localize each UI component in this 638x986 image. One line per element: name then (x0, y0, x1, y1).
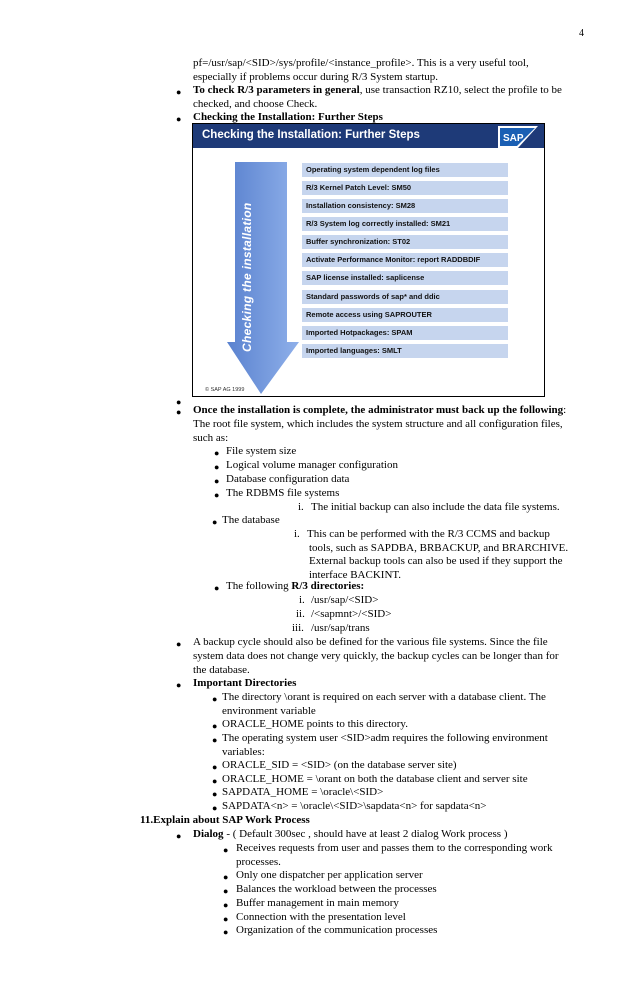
important-line: environment variable (222, 705, 316, 717)
backup-line-2: The root file system, which includes the system structure and all configuration files, (193, 418, 563, 430)
bullet-dot: ● (176, 639, 182, 649)
roman-numeral: i. (294, 528, 300, 540)
figure-step: Operating system dependent log files (302, 163, 508, 177)
figure-title: Checking the Installation: Further Steps (202, 129, 420, 141)
checking-installation-figure (192, 123, 545, 397)
page-number: 4 (579, 28, 584, 39)
directory-item: /usr/sap/<SID> (311, 594, 379, 606)
important-line: SAPDATA<n> = \oracle\<SID>\sapdata<n> for sapdata<n> (222, 800, 487, 812)
important-line: SAPDATA_HOME = \oracle\<SID> (222, 786, 384, 798)
dialog-line (193, 828, 507, 842)
bullet-dot: ● (214, 490, 220, 500)
bullet-dot: ● (212, 694, 218, 704)
database-sub-4: interface BACKINT. (309, 569, 402, 581)
dialog-item: Balances the workload between the processes (236, 883, 437, 895)
bullet-dot: ● (176, 680, 182, 690)
cycle-line-3: the database. (193, 664, 250, 676)
rz10-rest: , use transaction RZ10, select the profile to be (359, 84, 562, 96)
figure-step: Buffer synchronization: ST02 (302, 235, 508, 249)
rdbms-sub: The initial backup can also include the data file systems. (311, 501, 560, 513)
figure-step: Standard passwords of sap* and ddic (302, 290, 508, 304)
figure-step: SAP license installed: saplicense (302, 271, 508, 285)
figure-step: Imported Hotpackages: SPAM (302, 326, 508, 340)
database-item: The database (222, 514, 280, 526)
directory-item: /<sapmnt>/<SID> (311, 608, 392, 620)
roman-numeral: i. (298, 501, 304, 513)
important-line: The directory \orant is required on each server with a database client. The (222, 691, 546, 703)
vertical-label: Checking the installation (240, 202, 254, 352)
bullet-dot: ● (212, 735, 218, 745)
bullet-dot: ● (176, 114, 182, 124)
dialog-item: Receives requests from user and passes them to the corresponding work (236, 842, 553, 854)
section-11-heading: 11.Explain about SAP Work Process (140, 814, 310, 826)
figure-step: Remote access using SAPROUTER (302, 308, 508, 322)
bullet-dot: ● (212, 803, 218, 813)
bullet-dot: ● (212, 789, 218, 799)
sap-logo (498, 126, 538, 148)
backup-bold: Once the installation is complete, the administrator must back up the following (193, 404, 564, 416)
figure-step: Activate Performance Monitor: report RADDBDIF (302, 253, 508, 267)
rz10-bold: To check R/3 parameters in general (193, 84, 360, 96)
dialog-item: Connection with the presentation level (236, 911, 406, 923)
important-line: ORACLE_SID = <SID> (on the database server site) (222, 759, 457, 771)
bullet-dot: ● (223, 927, 229, 937)
important-line: ORACLE_HOME points to this directory. (222, 718, 408, 730)
dialog-bold: Dialog (193, 828, 224, 840)
database-sub-3: External backup tools can also be used if they support the (309, 555, 563, 567)
bullet-dot: ● (223, 872, 229, 882)
following-line (226, 580, 364, 594)
roman-numeral: iii. (292, 622, 304, 634)
following-bold: R/3 directories: (291, 580, 365, 592)
dialog-item: Buffer management in main memory (236, 897, 399, 909)
backup-line-1 (193, 404, 566, 418)
backup-item: File system size (226, 445, 297, 457)
important-line: variables: (222, 746, 265, 758)
dialog-item: processes. (236, 856, 281, 868)
intro-line-2: especially if problems occur during R/3 System startup. (193, 71, 439, 83)
important-title: Important Directories (193, 677, 297, 689)
bullet-dot: ● (214, 583, 220, 593)
backup-line-3: such as: (193, 432, 229, 444)
dialog-rest: - ( Default 300sec , should have at least 2 dialog Work process ) (223, 828, 508, 840)
backup-item: Database configuration data (226, 473, 350, 485)
bullet-dot: ● (223, 900, 229, 910)
backup-item: The RDBMS file systems (226, 487, 340, 499)
bullet-dot: ● (214, 476, 220, 486)
rz10-line-1 (193, 84, 562, 98)
bullet-dot: ● (223, 914, 229, 924)
roman-numeral: ii. (296, 608, 305, 620)
checking-heading: Checking the Installation: Further Steps (193, 111, 383, 123)
backup-colon: : (563, 404, 567, 416)
bullet-dot: ● (176, 87, 182, 97)
database-sub-2: tools, such as SAPDBA, BRBACKUP, and BRARCHIVE. (309, 542, 569, 554)
intro-line-1: pf=/usr/sap/<SID>/sys/profile/<instance_profile>. This is a very useful tool, (193, 57, 529, 69)
bullet-dot: ● (212, 721, 218, 731)
dialog-item: Only one dispatcher per application server (236, 869, 423, 881)
bullet-dot: ● (212, 776, 218, 786)
important-line: ORACLE_HOME = \orant on both the database client and server site (222, 773, 528, 785)
bullet-dot: ● (212, 762, 218, 772)
directory-item: /usr/sap/trans (311, 622, 370, 634)
following-prefix: The following (226, 580, 292, 592)
bullet-dot: ● (176, 831, 182, 841)
figure-step: R/3 Kernel Patch Level: SM50 (302, 181, 508, 195)
figure-step: Imported languages: SMLT (302, 344, 508, 358)
cycle-line-2: system data does not change very quickly, the backup cycles can be longer than for (193, 650, 559, 662)
database-sub-1: This can be performed with the R/3 CCMS and backup (307, 528, 550, 540)
cycle-line-1: A backup cycle should also be defined for the various file systems. Since the file (193, 636, 548, 648)
sap-logo-text: SAP (503, 133, 524, 144)
dialog-item: Organization of the communication processes (236, 924, 438, 936)
figure-step: R/3 System log correctly installed: SM21 (302, 217, 508, 231)
bullet-dot: ● (176, 397, 182, 407)
bullet-dot: ● (176, 407, 182, 417)
bullet-dot: ● (214, 448, 220, 458)
bullet-dot: ● (212, 517, 218, 527)
figure-header (193, 124, 544, 148)
bullet-dot: ● (223, 886, 229, 896)
figure-step: Installation consistency: SM28 (302, 199, 508, 213)
important-line: The operating system user <SID>adm requires the following environment (222, 732, 548, 744)
backup-item: Logical volume manager configuration (226, 459, 398, 471)
bullet-dot: ● (223, 845, 229, 855)
roman-numeral: i. (299, 594, 305, 606)
rz10-line-2: checked, and choose Check. (193, 98, 318, 110)
down-arrow-icon (227, 162, 299, 396)
bullet-dot: ● (214, 462, 220, 472)
figure-copyright: © SAP AG 1999 (205, 387, 245, 393)
